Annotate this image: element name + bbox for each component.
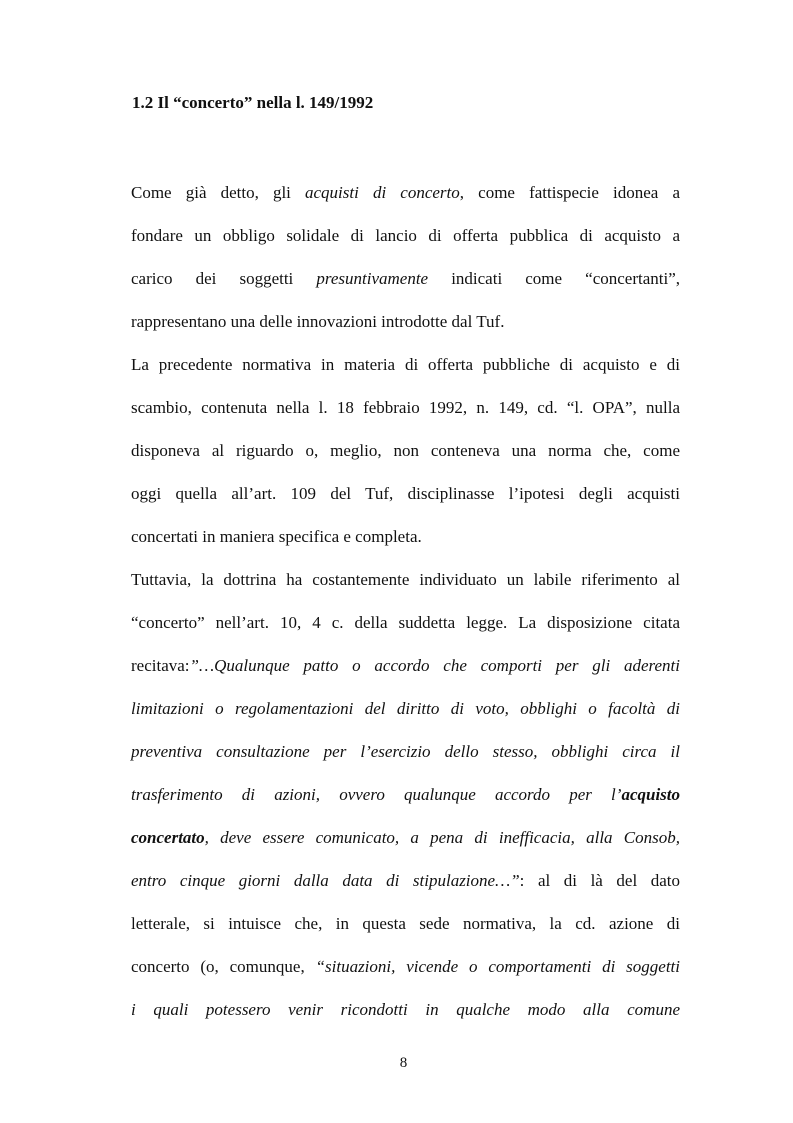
quoted-law-text: limitazioni o regolamentazioni del diritto di voto, obblighi o facoltà di (131, 699, 680, 718)
quoted-text: i quali potessero venir ricondotti in qualche modo alla comune (131, 1000, 680, 1019)
text-run: : al di là del dato (519, 871, 680, 890)
text-run: carico dei soggetti (131, 269, 317, 288)
page-number: 8 (399, 1055, 408, 1071)
text-line (131, 656, 680, 676)
text-line (131, 957, 680, 977)
quoted-text: “situazioni, vicende o comportamenti di soggetti (315, 957, 681, 976)
italic-term: presuntivamente (316, 269, 429, 288)
text-line (131, 1000, 680, 1020)
text-line (131, 183, 680, 203)
text-line (131, 871, 680, 891)
text-line: oggi quella all’art. 109 del Tuf, disciplinasse l’ipotesi degli acquisti (131, 484, 680, 503)
text-line (131, 785, 680, 805)
text-line (131, 699, 680, 719)
section-heading: 1.2 Il “concerto” nella l. 149/1992 (132, 93, 374, 112)
text-line (131, 742, 680, 762)
quoted-law-text: ”…Qualunque patto o accordo che comporti per gli aderenti (189, 656, 680, 675)
text-line: rappresentano una delle innovazioni introdotte dal Tuf. (131, 312, 505, 331)
quoted-law-text: entro cinque giorni dalla data di stipulazione…” (131, 871, 520, 890)
text-line: Tuttavia, la dottrina ha costantemente individuato un labile riferimento al (131, 570, 680, 589)
text-line: fondare un obbligo solidale di lancio di offerta pubblica di acquisto a (131, 226, 680, 245)
text-run: , come fattispecie idonea a (459, 183, 680, 202)
italic-term: acquisti di concerto (305, 183, 460, 202)
text-line: La precedente normativa in materia di offerta pubbliche di acquisto e di (131, 355, 680, 374)
text-line: disponeva al riguardo o, meglio, non conteneva una norma che, come (131, 441, 680, 460)
text-line: “concerto” nell’art. 10, 4 c. della suddetta legge. La disposizione citata (131, 613, 680, 632)
text-run: indicati come “concertanti”, (428, 269, 681, 288)
text-line (131, 269, 680, 289)
bold-italic-term: concertato (131, 828, 205, 847)
text-run: concerto (o, comunque, (131, 957, 316, 976)
text-line: concertati in maniera specifica e completa. (131, 527, 422, 546)
quoted-law-text: preventiva consultazione per l’esercizio dello stesso, obblighi circa il (131, 742, 680, 761)
text-line (131, 828, 680, 848)
bold-italic-term: acquisto (621, 785, 680, 804)
quoted-law-text: trasferimento di azioni, ovvero qualunque accordo per l’ (131, 785, 622, 804)
quoted-law-text: , deve essere comunicato, a pena di inefficacia, alla Consob, (204, 828, 680, 847)
text-line: letterale, si intuisce che, in questa sede normativa, la cd. azione di (131, 914, 680, 933)
text-line: scambio, contenuta nella l. 18 febbraio 1992, n. 149, cd. “l. OPA”, nulla (131, 398, 680, 417)
text-run: Come già detto, gli (131, 183, 306, 202)
text-run: recitava: (131, 656, 190, 675)
